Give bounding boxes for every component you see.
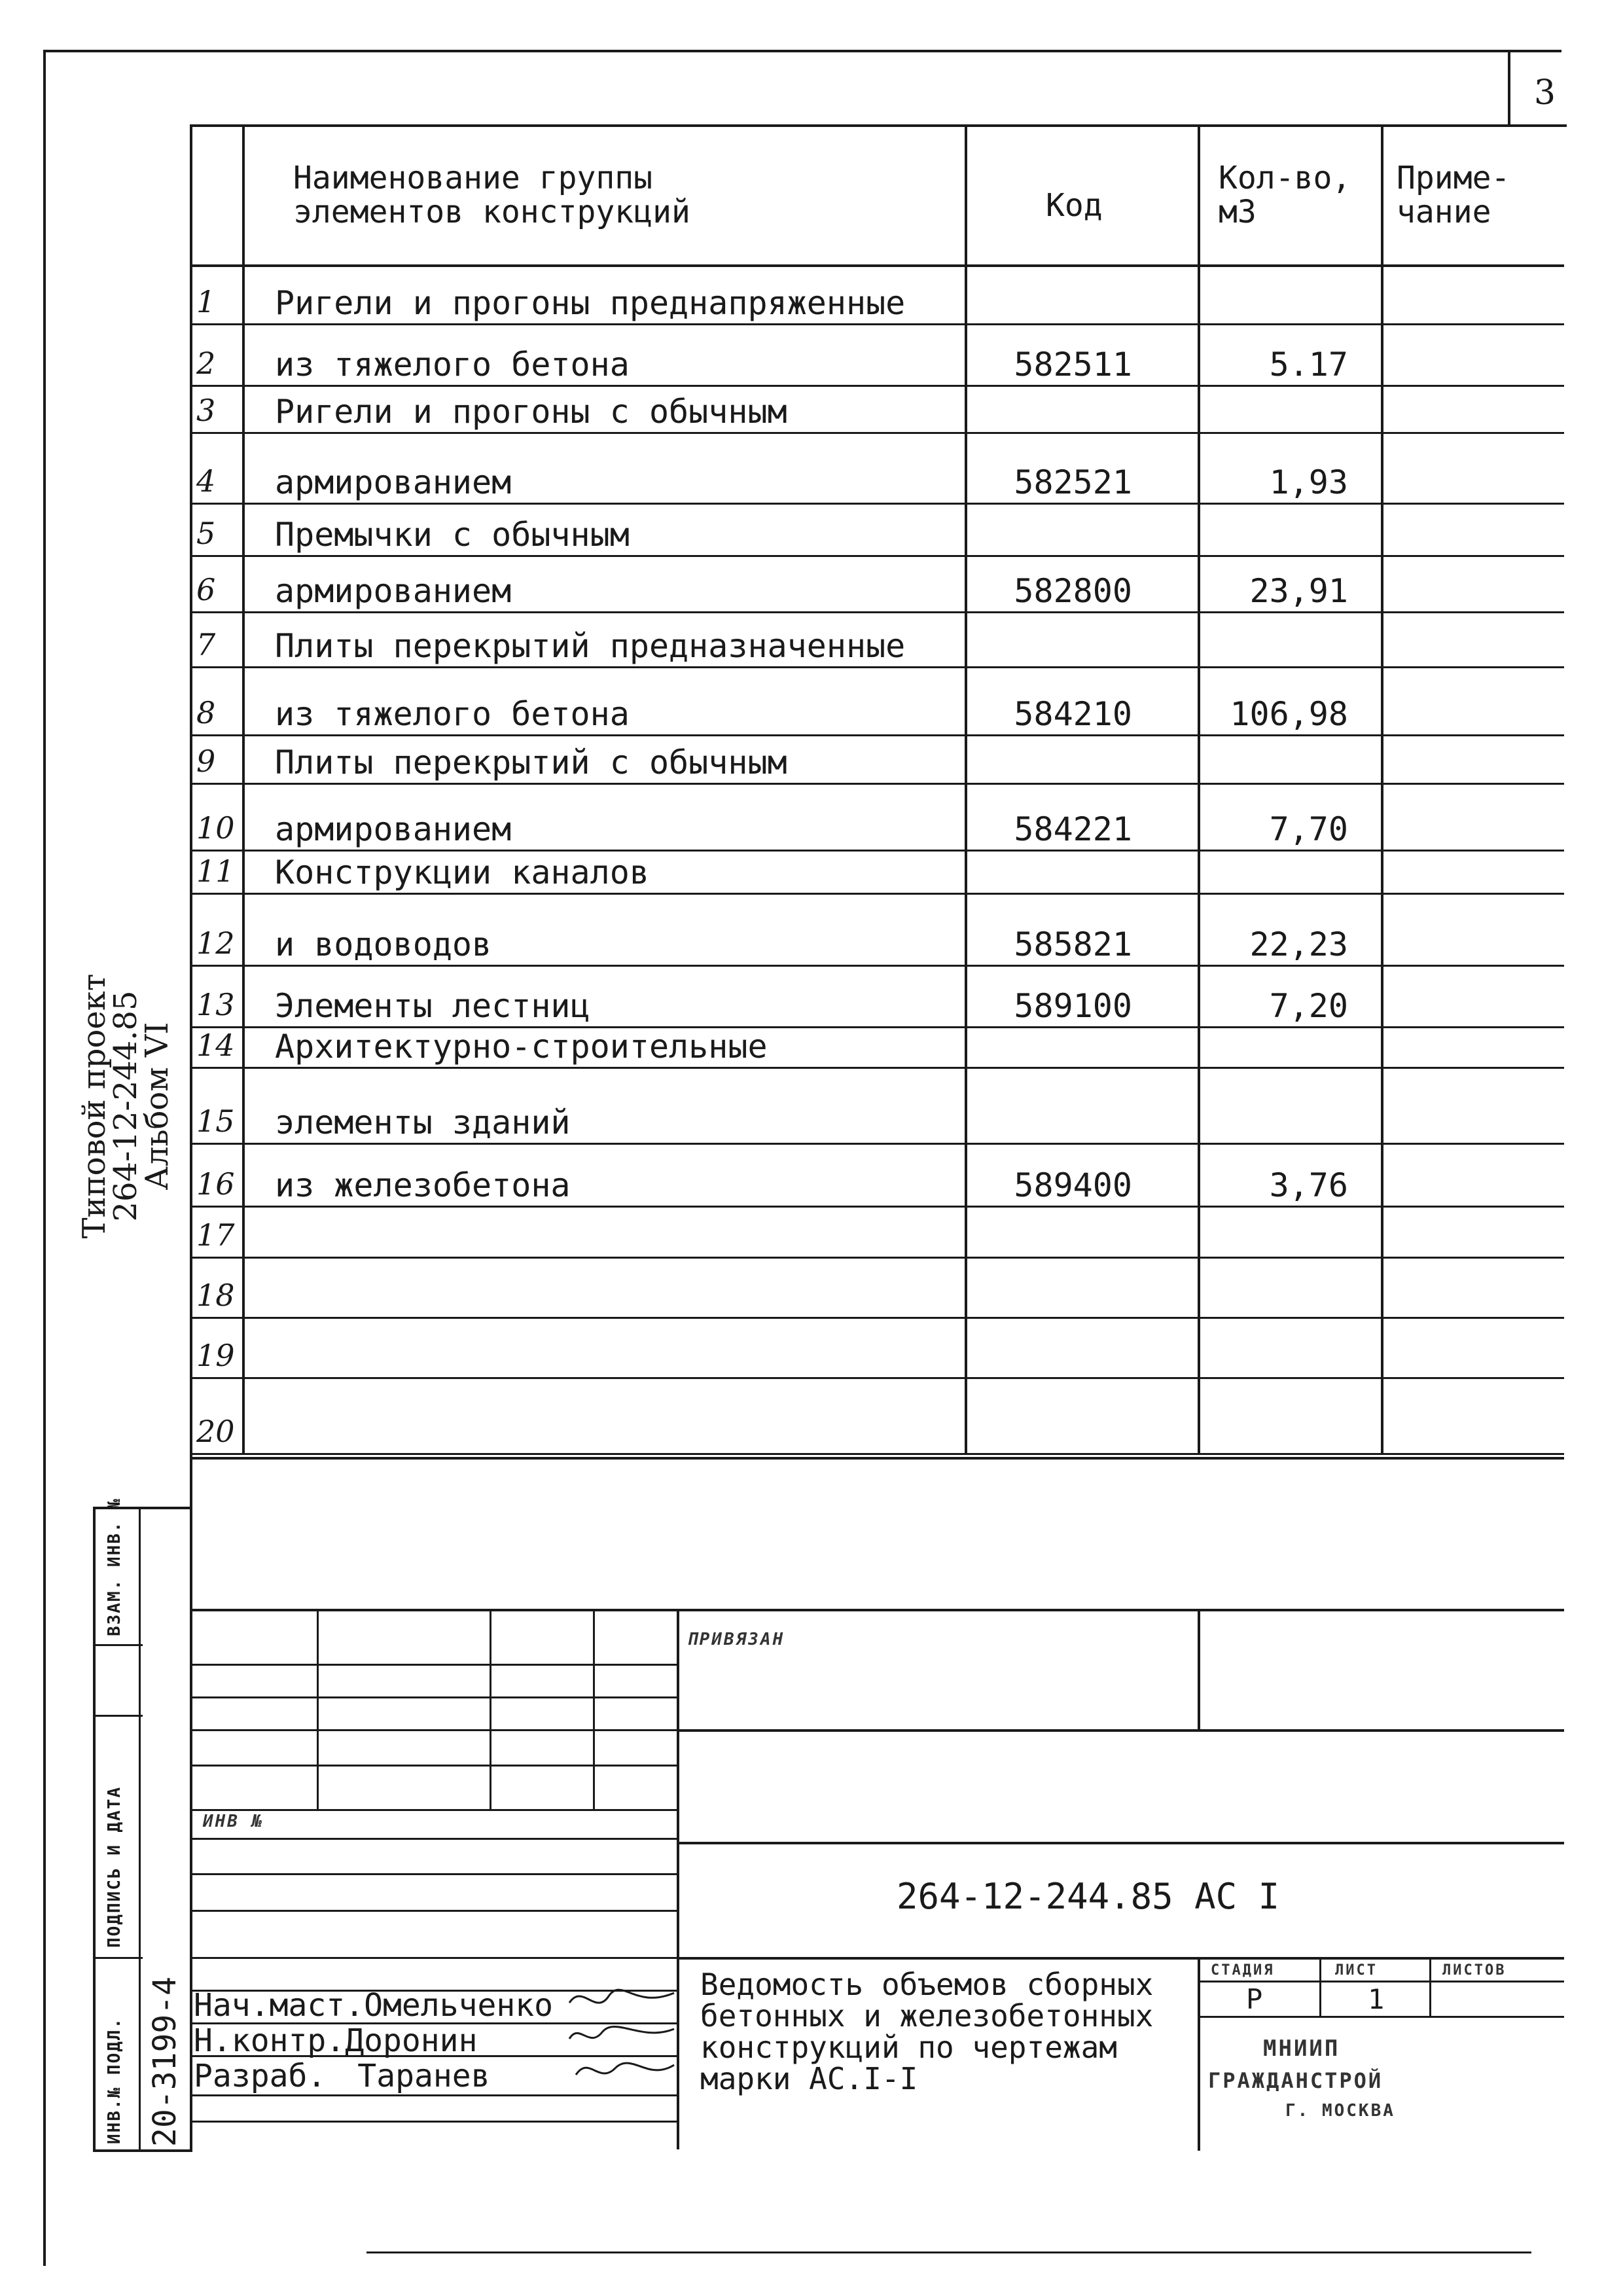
row-number: 17 [196,1217,235,1253]
row-name: армированием [275,810,512,848]
row-qty: 5.17 [1269,346,1348,384]
stamp-left-row [190,1664,678,1666]
row-separator [190,432,1564,434]
stamp-h1 [190,1457,1564,1460]
row-name: элементы зданий [275,1103,571,1141]
row-name: Премычки с обычным [275,516,630,554]
row-qty: 7,70 [1269,810,1348,848]
row-separator [190,1143,1564,1145]
role-2-name: Доронин [345,2022,478,2059]
role-2-label: Н.контр. [194,2022,346,2059]
row-separator [190,555,1564,557]
row-name: Конструкции каналов [275,853,649,891]
strip-bottom [93,2149,192,2152]
row-separator [190,893,1564,895]
strip-sep3 [93,1957,143,1959]
strip-sep1 [93,1644,143,1646]
row-qty: 22,23 [1249,925,1348,963]
stamp-v-right [1198,1609,1200,1729]
row-number: 8 [196,695,216,730]
header-note: Приме- чание [1397,160,1510,230]
row-separator [190,1206,1564,1208]
row-name: Ригели и прогоны преднапряженные [275,284,906,322]
side-title [76,942,175,1270]
description [700,1969,1153,2094]
row-number: 19 [196,1338,235,1373]
row-number: 9 [196,744,216,779]
row-number: 6 [196,572,216,607]
stamp-left-row [190,1910,678,1912]
strip-left [93,1507,96,2152]
row-name: из тяжелого бетона [275,695,630,733]
row-number: 11 [196,853,235,889]
side-title-line2: 264-12-244.85 [107,990,144,1222]
description-line3: конструкций по чертежам [700,2030,1117,2065]
inv-no-label: ИНВ № [203,1812,264,1831]
description-line4: марки АС.I-I [700,2061,918,2096]
stamp-left-v3 [593,1609,595,1809]
stamp-left-row [190,1729,678,1731]
page-number: 3 [1534,73,1556,113]
row-separator [190,323,1564,325]
table-top [190,124,1564,127]
role-2 [194,2022,477,2059]
strip-sep2 [93,1715,143,1717]
row-number: 15 [196,1103,235,1139]
row-qty: 106,98 [1230,695,1348,733]
row-separator [190,734,1564,736]
row-code: 584221 [1014,810,1132,848]
stage-value: Р [1246,1983,1263,2015]
org-line1: МНИИП [1263,2036,1340,2062]
row-name: армированием [275,572,512,610]
role-3 [194,2058,490,2094]
stamp-info-h1 [1198,1981,1564,1982]
row-qty: 7,20 [1269,987,1348,1025]
row-number: 5 [196,516,216,551]
row-qty: 3,76 [1269,1166,1348,1204]
row-separator [190,503,1564,505]
row-name: Архитектурно-строительные [275,1028,768,1066]
row-name: Плиты перекрытий с обычным [275,744,787,781]
stamp-h2 [190,1609,1564,1611]
row-number: 18 [196,1278,235,1313]
stamp-h3 [677,1729,1564,1732]
row-number: 2 [196,346,216,381]
stamp-left-row [190,1809,678,1811]
row-separator [190,965,1564,967]
stamp-left-row [190,1873,678,1875]
inv-number: 20-3199-4 [147,1976,183,2147]
row-separator [190,385,1564,387]
signature-1 [569,1990,674,2003]
row-name: Ригели и прогоны с обычным [275,393,787,431]
row-number: 10 [196,810,235,846]
stamp-h4 [677,1842,1564,1844]
row-name: и водоводов [275,925,492,963]
role-1-label: Нач.маст. [194,1987,365,2024]
stamp-info-v1 [1319,1957,1321,2016]
row-separator [190,1317,1564,1319]
row-number: 4 [196,463,216,499]
stage-label: СТАДИЯ [1211,1962,1275,1979]
table-left-border [190,124,192,2151]
row-separator [190,783,1564,785]
row-qty: 23,91 [1249,572,1348,610]
row-separator [190,666,1564,668]
row-code: 589400 [1014,1166,1132,1204]
row-code: 589100 [1014,987,1132,1025]
signature-3 [576,2063,674,2075]
side-title-line3: Альбом VI [139,1022,175,1191]
stamp-left-row [190,1765,678,1767]
stamp-info-h2 [1198,2016,1564,2018]
row-code: 582511 [1014,346,1132,384]
row-separator [190,1257,1564,1259]
row-name: из железобетона [275,1166,571,1204]
frame-bottom [366,2251,1531,2253]
label-vzam: ВЗАМ. ИНВ. № [105,1498,124,1636]
header-code: Код [1046,187,1103,224]
row-code: 582521 [1014,463,1132,501]
row-name: армированием [275,463,512,501]
signature-2 [569,2026,674,2039]
label-inv-podl: ИНВ.№ ПОДЛ. [105,2017,124,2144]
org-line3: Г. МОСКВА [1285,2101,1395,2121]
sheet-label: ЛИСТ [1335,1962,1378,1979]
stamp-left-row [190,2121,678,2123]
row-separator [190,611,1564,613]
frame-corner-v [1508,50,1510,127]
strip-mid [139,1507,141,2152]
row-number: 7 [196,627,216,662]
row-code: 582800 [1014,572,1132,610]
role-1-name: Омельченко [364,1987,554,2024]
row-separator [190,850,1564,852]
sheet-value: 1 [1368,1983,1385,2015]
stamp-left-row [190,1838,678,1840]
row-separator [190,1067,1564,1069]
row-number: 14 [196,1028,235,1063]
row-code: 585821 [1014,925,1132,963]
header-qty: Кол-во, м3 [1219,160,1351,230]
row-number: 20 [196,1414,235,1449]
table-header-bottom [190,264,1564,267]
row-qty: 1,93 [1269,463,1348,501]
stamp-v-info [1198,1957,1200,2151]
doc-code: 264-12-244.85 АС I [897,1876,1280,1917]
sheets-label: ЛИСТОВ [1442,1962,1507,1979]
stamp-left-row [190,1696,678,1698]
frame-left [43,50,46,2266]
stamp-info-v2 [1429,1957,1431,2016]
description-line1: Ведомость объемов сборных [700,1967,1154,2002]
row-number: 13 [196,987,235,1022]
row-number: 12 [196,925,235,961]
row-name: Элементы лестниц [275,987,590,1025]
row-name: из тяжелого бетона [275,346,630,384]
row-code: 584210 [1014,695,1132,733]
signatures [563,1977,681,2101]
org-line2: ГРАЖДАНСТРОЙ [1208,2068,1383,2093]
role-1 [194,1987,553,2024]
header-name: Наименование группы элементов конструкций [293,160,690,230]
role-3-name: Таранев [357,2058,490,2094]
row-number: 16 [196,1166,235,1202]
side-title-line1: Типовой проект [76,973,113,1239]
description-line2: бетонных и железобетонных [700,1998,1154,2034]
label-podpis: ПОДПИСЬ И ДАТА [105,1785,124,1948]
row-separator [190,1377,1564,1379]
privyazan-label: ПРИВЯЗАН [687,1630,785,1649]
stamp-left-v1 [317,1609,319,1809]
stamp-left-v2 [490,1609,491,1809]
role-3-label: Разраб. [194,2058,327,2094]
frame-top [43,50,1561,52]
row-separator [190,1453,1564,1455]
row-number: 1 [196,284,216,319]
row-name: Плиты перекрытий предназначенные [275,627,906,665]
stamp-left-row [190,1957,678,1959]
row-number: 3 [196,393,216,428]
